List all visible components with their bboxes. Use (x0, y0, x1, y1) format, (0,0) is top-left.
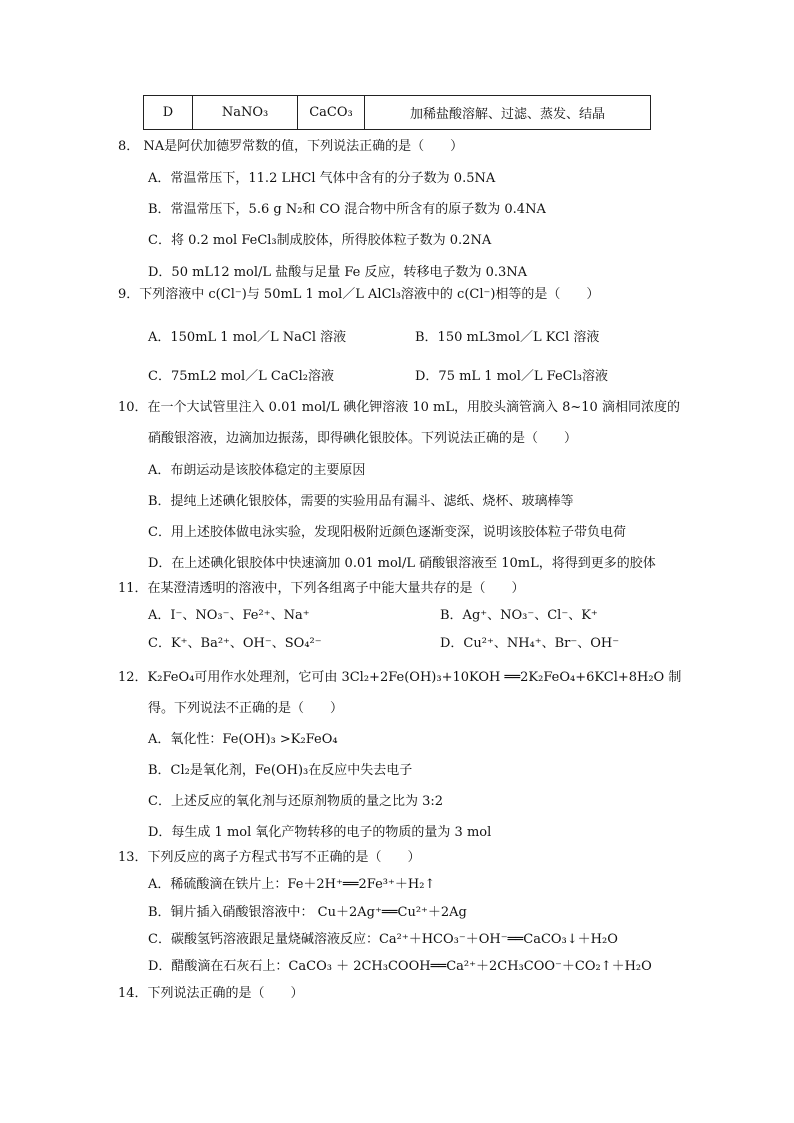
question-8-option-d: D．50 mL12 mol/L 盐酸与足量 Fe 反应，转移电子数为 0.3NA (148, 265, 528, 280)
table-cell-impurity: CaCO₃ (298, 96, 365, 130)
question-12-stem: 12．K₂FeO₄可用作水处理剂，它可由 3Cl₂+2Fe(OH)₃+10KOH ══2K₂FeO₄+6KCl+8H₂O 制 (118, 670, 682, 685)
question-9-stem: 9．下列溶液中 c(Cl⁻)与 50mL 1 mol／L AlCl₃溶液中的 c(Cl⁻)相等的是（ ） (118, 287, 600, 302)
table-cell-option: D (144, 96, 193, 130)
question-9-option-b: B．150 mL3mol／L KCl 溶液 (415, 330, 600, 345)
question-10-stem-cont: 硝酸银溶液，边滴加边振荡，即得碘化银胶体。下列说法正确的是（ ） (148, 431, 578, 446)
question-8-option-b: B．常温常压下，5.6 g N₂和 CO 混合物中所含有的原子数为 0.4NA (148, 202, 546, 217)
question-11-option-c: C．K⁺、Ba²⁺、OH⁻、SO₄²⁻ (148, 636, 322, 651)
question-8-option-a: A．常温常压下，11.2 LHCl 气体中含有的分子数为 0.5NA (148, 171, 496, 186)
question-13-option-d: D．醋酸滴在石灰石上：CaCO₃ ＋ 2CH₃COOH══Ca²⁺＋2CH₃COO⁻＋CO₂↑＋H₂O (148, 959, 652, 974)
table-cell-substance: NaNO₃ (193, 96, 298, 130)
question-14-stem: 14．下列说法正确的是（ ） (118, 986, 304, 1001)
question-12-option-a: A．氧化性：Fe(OH)₃ >K₂FeO₄ (148, 732, 338, 747)
question-12-option-c: C．上述反应的氧化剂与还原剂物质的量之比为 3:2 (148, 794, 444, 809)
question-11-option-b: B．Ag⁺、NO₃⁻、Cl⁻、K⁺ (440, 608, 598, 623)
question-10-option-a: A．布朗运动是该胶体稳定的主要原因 (148, 463, 366, 478)
question-9-option-d: D．75 mL 1 mol／L FeCl₃溶液 (415, 369, 608, 384)
question-10-option-d: D．在上述碘化银胶体中快速滴加 0.01 mol/L 硝酸银溶液至 10mL，将得到更多的胶体 (148, 556, 656, 571)
question-10-stem: 10．在一个大试管里注入 0.01 mol/L 碘化钾溶液 10 mL，用胶头滴管滴入 8~10 滴相同浓度的 (118, 400, 680, 415)
question-13-stem: 13．下列反应的离子方程式书写不正确的是（ ） (118, 850, 421, 865)
question-12-option-d: D．每生成 1 mol 氧化产物转移的电子的物质的量为 3 mol (148, 825, 492, 840)
question-9-option-a: A．150mL 1 mol／L NaCl 溶液 (148, 330, 347, 345)
question-8-stem: 8． NA是阿伏加德罗常数的值，下列说法正确的是（ ） (118, 139, 464, 154)
question-11-option-a: A．I⁻、NO₃⁻、Fe²⁺、Na⁺ (148, 608, 310, 623)
question-13-option-a: A．稀硫酸滴在铁片上：Fe＋2H⁺══2Fe³⁺＋H₂↑ (148, 877, 436, 892)
table-row (144, 96, 651, 130)
question-8-option-c: C．将 0.2 mol FeCl₃制成胶体，所得胶体粒子数为 0.2NA (148, 233, 492, 248)
question-10-option-c: C．用上述胶体做电泳实验，发现阳极附近颜色逐渐变深，说明该胶体粒子带负电荷 (148, 525, 626, 540)
question-9-option-c: C．75mL2 mol／L CaCl₂溶液 (148, 369, 334, 384)
answer-table (143, 95, 651, 130)
question-11-option-d: D．Cu²⁺、NH₄⁺、Br⁻、OH⁻ (440, 636, 620, 651)
question-11-stem: 11．在某澄清透明的溶液中，下列各组离子中能大量共存的是（ ） (118, 581, 525, 596)
question-13-option-b: B．铜片插入硝酸银溶液中： Cu＋2Ag⁺══Cu²⁺＋2Ag (148, 905, 467, 920)
question-10-option-b: B．提纯上述碘化银胶体，需要的实验用品有漏斗、滤纸、烧杯、玻璃棒等 (148, 494, 574, 509)
table-cell-method: 加稀盐酸溶解、过滤、蒸发、结晶 (365, 96, 651, 130)
question-12-option-b: B．Cl₂是氧化剂，Fe(OH)₃在反应中失去电子 (148, 763, 413, 778)
question-12-stem-cont: 得。下列说法不正确的是（ ） (148, 701, 344, 716)
question-13-option-c: C．碳酸氢钙溶液跟足量烧碱溶液反应：Ca²⁺＋HCO₃⁻＋OH⁻══CaCO₃↓＋H₂O (148, 932, 618, 947)
